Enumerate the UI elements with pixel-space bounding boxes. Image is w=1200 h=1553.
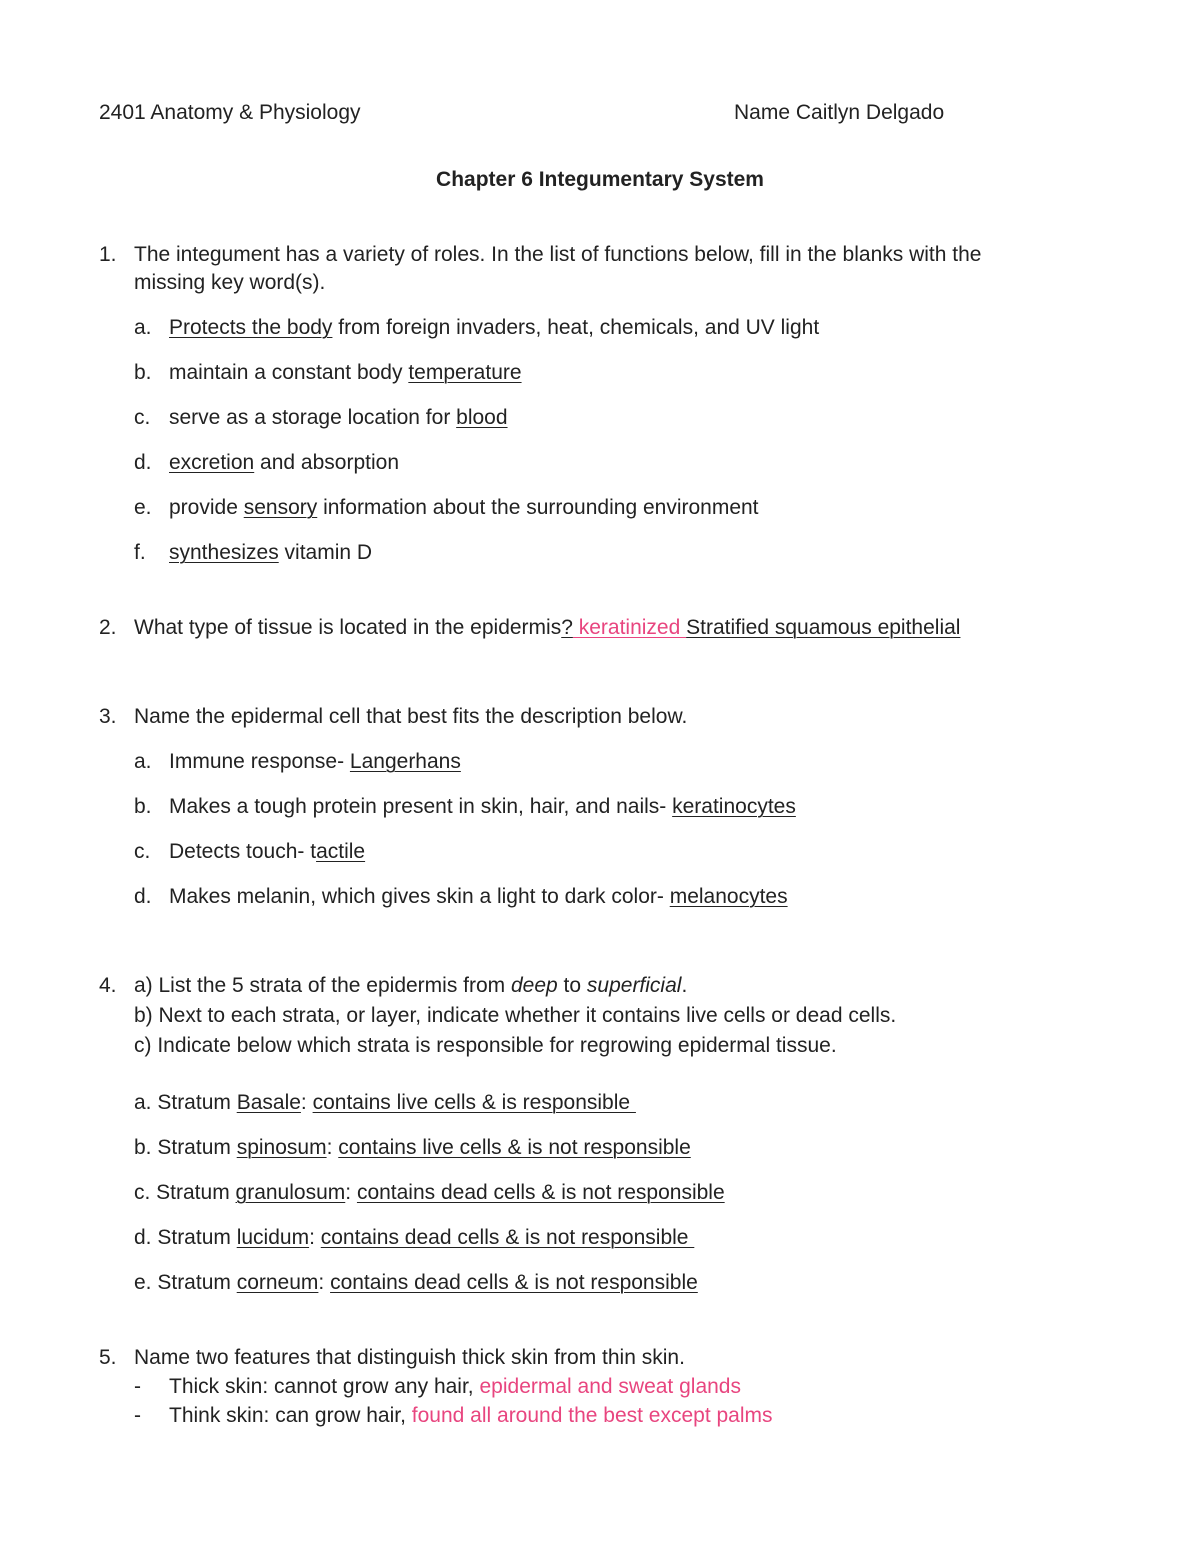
q1-item-answer: sensory <box>243 496 318 519</box>
q5-text: Name two features that distinguish thick skin from thin skin. <box>134 1346 685 1369</box>
stratum-name: Basale <box>236 1091 301 1114</box>
q2-number: 2. <box>99 616 117 639</box>
name-value: Caitlyn Delgado <box>795 101 945 124</box>
q3-item-letter: c. <box>134 840 151 863</box>
q4-stratum-granulosum <box>134 1180 725 1205</box>
q1-item-letter: f. <box>134 541 146 564</box>
q1-item-answer: temperature <box>408 361 522 384</box>
stratum-desc: contains dead cells & is not responsible <box>320 1226 695 1249</box>
name-label: Name <box>734 101 791 124</box>
stratum-desc: contains dead cells & is not responsible <box>356 1181 725 1204</box>
q1-item-c <box>134 405 508 430</box>
stratum-label: b. Stratum <box>134 1136 237 1159</box>
q5-item-text: Thick skin: cannot grow any hair, <box>169 1375 480 1398</box>
q5-number: 5. <box>99 1346 117 1369</box>
q5-item-text: Think skin: can grow hair, <box>169 1404 412 1427</box>
q3-text: Name the epidermal cell that best fits the description below. <box>134 705 688 728</box>
q3-item-pre: Immune response- <box>169 750 350 773</box>
q1-item-letter: a. <box>134 316 152 339</box>
q2-answer: Stratified squamous epithelial <box>686 616 961 639</box>
q1-item-answer: synthesizes <box>169 541 279 564</box>
stratum-label: e. Stratum <box>134 1271 237 1294</box>
stratum-desc: contains live cells & is responsible <box>312 1091 636 1114</box>
q2-qmark: ? <box>561 616 573 639</box>
stratum-name: lucidum <box>236 1226 310 1249</box>
q3-item-answer: Langerhans <box>349 750 461 773</box>
q1-item-f <box>134 540 372 565</box>
q3-item-answer: actile <box>316 840 366 863</box>
q1-item-letter: d. <box>134 451 152 474</box>
q3-item-pre: Detects touch- t <box>169 840 317 863</box>
q5-item-answer: epidermal and sweat glands <box>479 1375 741 1398</box>
q3-item-answer: melanocytes <box>669 885 788 908</box>
stratum-name: spinosum <box>236 1136 327 1159</box>
q1-item-answer: Protects the body <box>169 316 333 339</box>
q5-item-thick <box>134 1374 741 1399</box>
q1-item-pre: provide <box>169 496 244 519</box>
stratum-sep: : <box>345 1181 357 1204</box>
q1-item-pre: serve as a storage location for <box>169 406 457 429</box>
course-title: 2401 Anatomy & Physiology <box>99 101 361 124</box>
q4-line-a-deep: deep <box>511 974 558 997</box>
q3-item-pre: Makes melanin, which gives skin a light to dark color- <box>169 885 670 908</box>
q3-item-d <box>134 884 788 909</box>
q3-item-letter: d. <box>134 885 152 908</box>
q3-number: 3. <box>99 705 117 728</box>
q3-item-a <box>134 749 461 774</box>
q1-item-e <box>134 495 759 520</box>
q3-item-letter: a. <box>134 750 152 773</box>
stratum-sep: : <box>318 1271 331 1294</box>
q4-stratum-spinosum <box>134 1135 691 1160</box>
q1-number: 1. <box>99 243 117 266</box>
q1-item-post: vitamin D <box>278 541 373 564</box>
q2-answer-pink: keratinized <box>572 616 687 639</box>
q1-item-post: information about the surrounding environment <box>317 496 759 519</box>
stratum-sep: : <box>300 1091 313 1114</box>
stratum-sep: : <box>309 1226 321 1249</box>
q1-item-letter: c. <box>134 406 151 429</box>
q4-line-a-mid: to <box>557 974 587 997</box>
q5-item-answer: found all around the best except palms <box>411 1404 773 1427</box>
stratum-name: corneum <box>236 1271 319 1294</box>
q1-item-answer: blood <box>456 406 508 429</box>
q3-item-c <box>134 839 365 864</box>
q4-line-c: c) Indicate below which strata is responsible for regrowing epidermal tissue. <box>134 1034 837 1057</box>
q4-stratum-basale <box>134 1090 636 1115</box>
q4-line-a <box>134 973 687 998</box>
q1-item-pre: maintain a constant body <box>169 361 409 384</box>
stratum-label: c. Stratum <box>134 1181 236 1204</box>
q3-item-answer: keratinocytes <box>672 795 796 818</box>
stratum-desc: contains dead cells & is not responsible <box>330 1271 698 1294</box>
q1-item-d <box>134 450 399 475</box>
stratum-label: d. Stratum <box>134 1226 237 1249</box>
q1-item-letter: b. <box>134 361 152 384</box>
q2-text: What type of tissue is located in the epidermis <box>134 616 562 639</box>
q5-dash: - <box>134 1375 141 1398</box>
q1-item-answer: excretion <box>169 451 255 474</box>
stratum-desc: contains live cells & is not responsible <box>338 1136 691 1159</box>
q4-stratum-lucidum <box>134 1225 694 1250</box>
q1-item-post: and absorption <box>254 451 399 474</box>
q1-text-line1: The integument has a variety of roles. In the list of functions below, fill in the blanks with the <box>134 243 982 266</box>
q5-item-thin <box>134 1403 773 1428</box>
q1-item-b <box>134 360 522 385</box>
q3-item-letter: b. <box>134 795 152 818</box>
q3-item-pre: Makes a tough protein present in skin, hair, and nails- <box>169 795 673 818</box>
q4-stratum-corneum <box>134 1270 698 1295</box>
q5-dash: - <box>134 1404 141 1427</box>
stratum-label: a. Stratum <box>134 1091 237 1114</box>
q4-line-a-end: . <box>681 974 688 997</box>
q4-number: 4. <box>99 974 117 997</box>
q1-item-post: from foreign invaders, heat, chemicals, and UV light <box>332 316 820 339</box>
page-title: Chapter 6 Integumentary System <box>436 168 764 191</box>
q4-line-b: b) Next to each strata, or layer, indicate whether it contains live cells or dead cells. <box>134 1004 897 1027</box>
q2-line <box>134 615 960 640</box>
q3-item-b <box>134 794 796 819</box>
q1-item-a <box>134 315 819 340</box>
student-name <box>734 100 944 125</box>
q4-line-a-superficial: superficial <box>586 974 682 997</box>
q1-item-letter: e. <box>134 496 152 519</box>
stratum-name: granulosum <box>235 1181 346 1204</box>
q1-text-line2: missing key word(s). <box>134 271 326 294</box>
stratum-sep: : <box>326 1136 339 1159</box>
q4-line-a-pre: a) List the 5 strata of the epidermis from <box>134 974 511 997</box>
